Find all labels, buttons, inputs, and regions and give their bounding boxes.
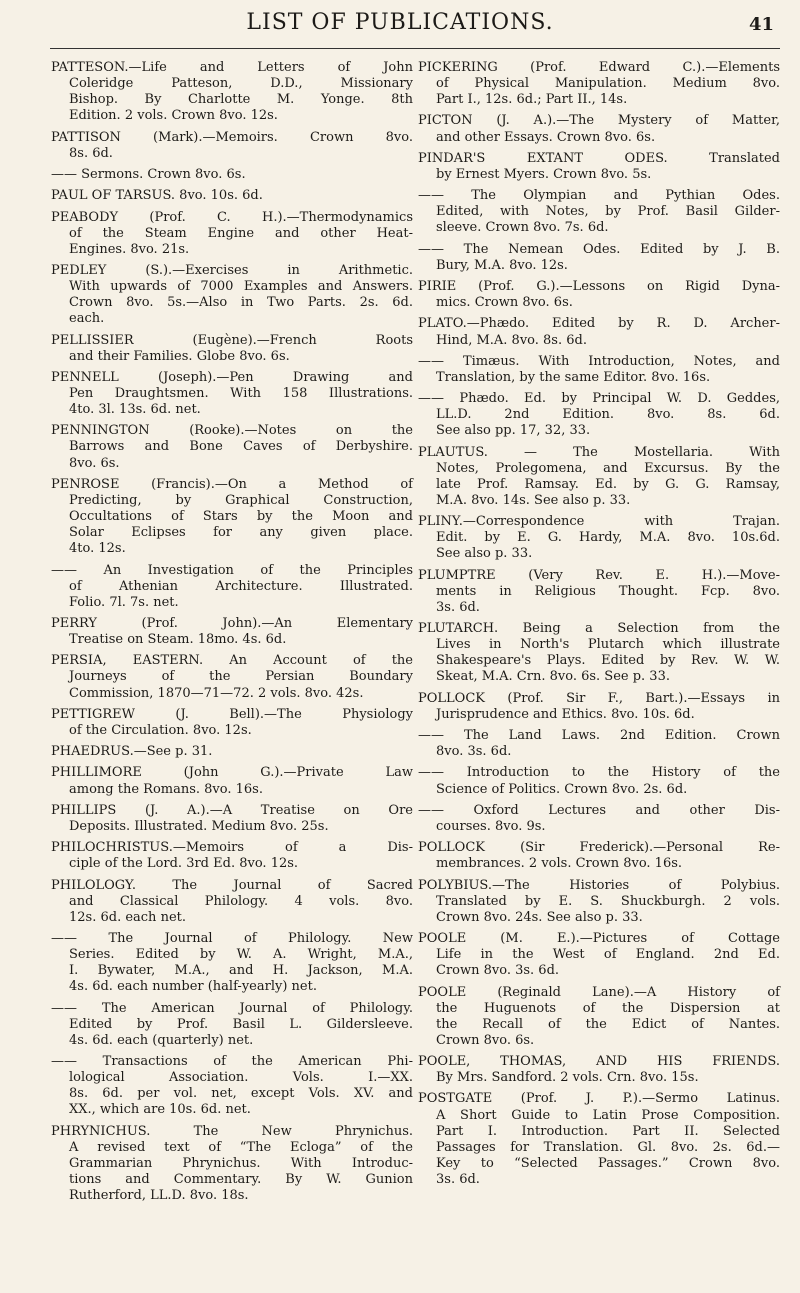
catalogue-entry: [51, 878, 413, 926]
entry-line: POSTGATE (Prof. J. P.).—Sermo Latinus.: [418, 1091, 780, 1107]
entry-line: 8s. 6d. per vol. net, except Vols. XV. and: [69, 1086, 413, 1102]
entry-line: PICTON (J. A.).—The Mystery of Matter,: [418, 113, 780, 129]
catalogue-entry: [51, 477, 413, 557]
entry-line: Edited by Prof. Basil L. Gildersleeve.: [69, 1016, 413, 1032]
entry-line: Barrows and Bone Caves of Derbyshire.: [69, 439, 413, 455]
entry-line: Folio. 7l. 7s. net.: [69, 594, 179, 610]
entry-line: PLINY.—Correspondence with Trajan.: [418, 514, 780, 530]
catalogue-entry: [51, 840, 413, 872]
catalogue-entry: [418, 60, 780, 108]
catalogue-entry: [51, 370, 413, 418]
entry-line: PETTIGREW (J. Bell).—The Physiology: [51, 706, 413, 722]
entry-line: Crown 8vo. 24s. See also p. 33.: [436, 909, 643, 925]
entry-line: 12s. 6d. each net.: [69, 909, 186, 925]
catalogue-entry: [51, 333, 413, 365]
entry-line: Predicting, by Graphical Construction,: [69, 492, 413, 508]
entry-line: PLAUTUS. — The Mostellaria. With: [418, 444, 780, 460]
entry-line: —— Timæus. With Introduction, Notes, and: [418, 353, 780, 369]
entry-line: late Prof. Ramsay. Ed. by G. G. Ramsay,: [436, 476, 780, 492]
entry-line: PINDAR'S EXTANT ODES. Translated: [418, 150, 780, 166]
entry-line: 8s. 6d.: [69, 145, 113, 161]
entry-line: PATTESON.—Life and Letters of John: [51, 60, 413, 75]
entry-line: —— Oxford Lectures and other Dis-: [418, 802, 780, 818]
entry-line: Hind, M.A. 8vo. 8s. 6d.: [436, 332, 587, 348]
entry-line: Grammarian Phrynichus. With Introduc-: [69, 1155, 413, 1171]
entry-line: Part I. Introduction. Part II. Selected: [436, 1123, 780, 1139]
entry-line: Pen Draughtsmen. With 158 Illustrations.: [69, 386, 413, 401]
entry-line: —— Transactions of the American Phi-: [51, 1054, 413, 1070]
catalogue-entry: [51, 744, 413, 760]
entry-line: Edited, with Notes, by Prof. Basil Gilder-: [436, 204, 780, 220]
entry-line: and other Essays. Crown 8vo. 6s.: [436, 129, 656, 145]
entry-line: lological Association. Vols. I.—XX.: [69, 1070, 413, 1086]
entry-line: PAUL OF TARSUS. 8vo. 10s. 6d.: [51, 188, 263, 204]
catalogue-entry: [51, 188, 413, 204]
entry-line: of the Circulation. 8vo. 12s.: [69, 722, 252, 738]
entry-line: Key to “Selected Passages.” Crown 8vo.: [436, 1155, 780, 1171]
catalogue-entry: [418, 878, 780, 926]
entry-line: PHILOCHRISTUS.—Memoirs of a Dis-: [51, 840, 413, 856]
page-header: [0, 0, 800, 48]
catalogue-entry: [51, 803, 413, 835]
entry-line: POOLE, THOMAS, AND HIS FRIENDS.: [418, 1054, 780, 1070]
catalogue-entry: [418, 316, 780, 348]
catalogue-entry: [418, 279, 780, 311]
entry-line: each.: [69, 311, 105, 327]
entry-line: —— Sermons. Crown 8vo. 6s.: [51, 166, 246, 182]
entry-line: and Classical Philology. 4 vols. 8vo.: [69, 893, 413, 909]
entry-line: ments in Religious Thought. Fcp. 8vo.: [436, 583, 780, 599]
catalogue-entry: [418, 765, 780, 797]
entry-line: the Huguenots of the Dispersion at: [436, 1000, 780, 1016]
entry-line: Commission, 1870—71—72. 2 vols. 8vo. 42s.: [69, 685, 364, 701]
entry-line: PHAEDRUS.—See p. 31.: [51, 744, 213, 760]
entry-line: I. Bywater, M.A., and H. Jackson, M.A.: [69, 963, 413, 979]
catalogue-entry: [51, 616, 413, 648]
catalogue-entry: [51, 563, 413, 611]
entry-line: Notes, Prolegomena, and Excursus. By the: [436, 460, 780, 476]
entry-line: Crown 8vo. 6s.: [436, 1032, 535, 1048]
entry-line: 3s. 6d.: [436, 599, 480, 615]
entry-line: Series. Edited by W. A. Wright, M.A.,: [69, 947, 413, 963]
entry-line: Journeys of the Persian Boundary: [69, 669, 413, 685]
catalogue-entry: [51, 931, 413, 995]
entry-line: mics. Crown 8vo. 6s.: [436, 295, 573, 311]
entry-line: PELLISSIER (Eugène).—French Roots: [51, 332, 413, 348]
page-number: 41: [748, 14, 774, 35]
entry-line: Edit. by E. G. Hardy, M.A. 8vo. 10s.6d.: [436, 530, 780, 546]
catalogue-entry: [418, 113, 780, 145]
entry-line: PLATO.—Phædo. Edited by R. D. Archer-: [418, 316, 780, 332]
entry-line: Bishop. By Charlotte M. Yonge. 8th: [69, 92, 413, 108]
entry-line: 4s. 6d. each number (half-yearly) net.: [69, 979, 317, 995]
entry-line: POOLE (Reginald Lane).—A History of: [418, 984, 780, 1000]
catalogue-entry: [418, 514, 780, 562]
entry-line: PENROSE (Francis).—On a Method of: [51, 476, 413, 492]
catalogue-entry: [418, 621, 780, 685]
entry-line: Occultations of Stars by the Moon and: [69, 509, 413, 525]
entry-line: the Recall of the Edict of Nantes.: [436, 1016, 780, 1032]
entry-line: 4to. 12s.: [69, 541, 126, 557]
entry-line: See also p. 33.: [436, 546, 533, 562]
catalogue-entry: [51, 1124, 413, 1204]
catalogue-entry: [418, 151, 780, 183]
entry-line: PEABODY (Prof. C. H.).—Thermodynamics: [51, 209, 413, 225]
entry-line: POLYBIUS.—The Histories of Polybius.: [418, 877, 780, 893]
right-column: [418, 60, 780, 1193]
entry-line: POLLOCK (Sir Frederick).—Personal Re-: [418, 840, 780, 856]
entry-line: —— Introduction to the History of the: [418, 765, 780, 781]
catalogue-entry: [418, 354, 780, 386]
entry-line: PIRIE (Prof. G.).—Lessons on Rigid Dyna-: [418, 279, 780, 295]
catalogue-entry: [51, 1054, 413, 1118]
entry-line: Shakespeare's Plays. Edited by Rev. W. W.: [436, 653, 780, 669]
entry-line: By Mrs. Sandford. 2 vols. Crn. 8vo. 15s.: [436, 1070, 699, 1086]
entry-line: by Ernest Myers. Crown 8vo. 5s.: [436, 166, 652, 182]
entry-line: of Athenian Architecture. Illustrated.: [69, 578, 413, 594]
entry-line: A revised text of “The Ecloga” of the: [69, 1139, 413, 1155]
catalogue-entry: [418, 445, 780, 509]
entry-line: —— The Land Laws. 2nd Edition. Crown: [418, 728, 780, 744]
entry-line: Translated by E. S. Shuckburgh. 2 vols.: [436, 893, 780, 909]
entry-line: —— Phædo. Ed. by Principal W. D. Geddes,: [418, 391, 780, 407]
entry-line: A Short Guide to Latin Prose Composition.: [436, 1107, 780, 1123]
entry-line: PATTISON (Mark).—Memoirs. Crown 8vo.: [51, 129, 413, 145]
entry-line: PERSIA, EASTERN. An Account of the: [51, 653, 413, 669]
entry-line: XX., which are 10s. 6d. net.: [69, 1102, 251, 1118]
catalogue-entry: [418, 691, 780, 723]
entry-line: Science of Politics. Crown 8vo. 2s. 6d.: [436, 781, 688, 797]
entry-line: With upwards of 7000 Examples and Answers.: [69, 279, 413, 295]
catalogue-entry: [418, 568, 780, 616]
entry-line: and their Families. Globe 8vo. 6s.: [69, 348, 290, 364]
catalogue-entry: [51, 263, 413, 327]
entry-line: 8vo. 6s.: [69, 455, 120, 471]
entry-line: of Physical Manipulation. Medium 8vo.: [436, 76, 780, 92]
entry-line: PHILLIPS (J. A.).—A Treatise on Ore: [51, 802, 413, 818]
entry-line: Coleridge Patteson, D.D., Missionary: [69, 76, 413, 92]
entry-line: —— The Journal of Philology. New: [51, 931, 413, 947]
entry-line: LL.D. 2nd Edition. 8vo. 8s. 6d.: [436, 407, 780, 423]
catalogue-entry: [418, 803, 780, 835]
entry-line: Edition. 2 vols. Crown 8vo. 12s.: [69, 108, 278, 124]
catalogue-entry: [418, 1054, 780, 1086]
header-rule: [50, 48, 780, 49]
catalogue-entry: [51, 423, 413, 471]
catalogue-entry: [418, 985, 780, 1049]
catalogue-entry: [51, 765, 413, 797]
entry-line: PENNINGTON (Rooke).—Notes on the: [51, 423, 413, 439]
entry-line: PEDLEY (S.).—Exercises in Arithmetic.: [51, 262, 413, 278]
catalogue-entry: [51, 210, 413, 258]
entry-line: Crown 8vo. 3s. 6d.: [436, 963, 560, 979]
catalogue-entry: [51, 707, 413, 739]
entry-line: PHILOLOGY. The Journal of Sacred: [51, 877, 413, 893]
entry-line: ciple of the Lord. 3rd Ed. 8vo. 12s.: [69, 856, 299, 872]
entry-line: Bury, M.A. 8vo. 12s.: [436, 257, 568, 273]
catalogue-entry: [51, 167, 413, 183]
entry-line: PHRYNICHUS. The New Phrynichus.: [51, 1123, 413, 1139]
entry-line: 8vo. 3s. 6d.: [436, 744, 512, 760]
entry-line: PENNELL (Joseph).—Pen Drawing and: [51, 369, 413, 385]
entry-line: tions and Commentary. By W. Gunion: [69, 1171, 413, 1187]
entry-line: of the Steam Engine and other Heat-: [69, 225, 413, 241]
entry-line: courses. 8vo. 9s.: [436, 818, 546, 834]
entry-line: PLUTARCH. Being a Selection from the: [418, 621, 780, 637]
entry-line: POLLOCK (Prof. Sir F., Bart.).—Essays in: [418, 690, 780, 706]
entry-line: M.A. 8vo. 14s. See also p. 33.: [436, 492, 631, 508]
entry-line: PICKERING (Prof. Edward C.).—Elements: [418, 60, 780, 75]
entry-line: Solar Eclipses for any given place.: [69, 525, 413, 541]
entry-line: Passages for Translation. Gl. 8vo. 2s. 6d.—: [436, 1139, 780, 1155]
catalogue-entry: [51, 130, 413, 162]
page-title: LIST OF PUBLICATIONS.: [246, 10, 554, 35]
entry-line: PLUMPTRE (Very Rev. E. H.).—Move-: [418, 567, 780, 583]
catalogue-entry: [418, 391, 780, 439]
catalogue-entry: [418, 728, 780, 760]
entry-line: —— The American Journal of Philology.: [51, 1000, 413, 1016]
entry-line: sleeve. Crown 8vo. 7s. 6d.: [436, 220, 609, 236]
left-column: [51, 60, 413, 1209]
catalogue-entry: [51, 653, 413, 701]
entry-line: POOLE (M. E.).—Pictures of Cottage: [418, 931, 780, 947]
entry-line: 3s. 6d.: [436, 1171, 480, 1187]
entry-line: Lives in North's Plutarch which illustrate: [436, 637, 780, 653]
entry-line: See also pp. 17, 32, 33.: [436, 423, 591, 439]
catalogue-entry: [418, 242, 780, 274]
entry-line: Translation, by the same Editor. 8vo. 16s.: [436, 369, 711, 385]
entry-line: among the Romans. 8vo. 16s.: [69, 781, 263, 797]
catalogue-entry: [51, 1001, 413, 1049]
entry-line: Crown 8vo. 5s.—Also in Two Parts. 2s. 6d.: [69, 295, 413, 311]
entry-line: PERRY (Prof. John).—An Elementary: [51, 615, 413, 631]
entry-line: —— An Investigation of the Principles: [51, 562, 413, 578]
entry-line: PHILLIMORE (John G.).—Private Law: [51, 765, 413, 781]
entry-line: —— The Nemean Odes. Edited by J. B.: [418, 241, 780, 257]
entry-line: Rutherford, LL.D. 8vo. 18s.: [69, 1188, 249, 1204]
entry-line: —— The Olympian and Pythian Odes.: [418, 188, 780, 204]
entry-line: Life in the West of England. 2nd Ed.: [436, 947, 780, 963]
catalogue-entry: [51, 60, 413, 124]
entry-line: Part I., 12s. 6d.; Part II., 14s.: [436, 92, 628, 108]
entry-line: Jurisprudence and Ethics. 8vo. 10s. 6d.: [436, 706, 695, 722]
entry-line: Skeat, M.A. Crn. 8vo. 6s. See p. 33.: [436, 669, 670, 685]
catalogue-entry: [418, 188, 780, 236]
catalogue-entry: [418, 840, 780, 872]
entry-line: membrances. 2 vols. Crown 8vo. 16s.: [436, 856, 683, 872]
entry-line: 4to. 3l. 13s. 6d. net.: [69, 402, 201, 418]
entry-line: Treatise on Steam. 18mo. 4s. 6d.: [69, 632, 287, 648]
entry-line: Engines. 8vo. 21s.: [69, 241, 190, 257]
entry-line: 4s. 6d. each (quarterly) net.: [69, 1032, 254, 1048]
entry-line: Deposits. Illustrated. Medium 8vo. 25s.: [69, 818, 329, 834]
catalogue-entry: [418, 931, 780, 979]
catalogue-entry: [418, 1091, 780, 1188]
